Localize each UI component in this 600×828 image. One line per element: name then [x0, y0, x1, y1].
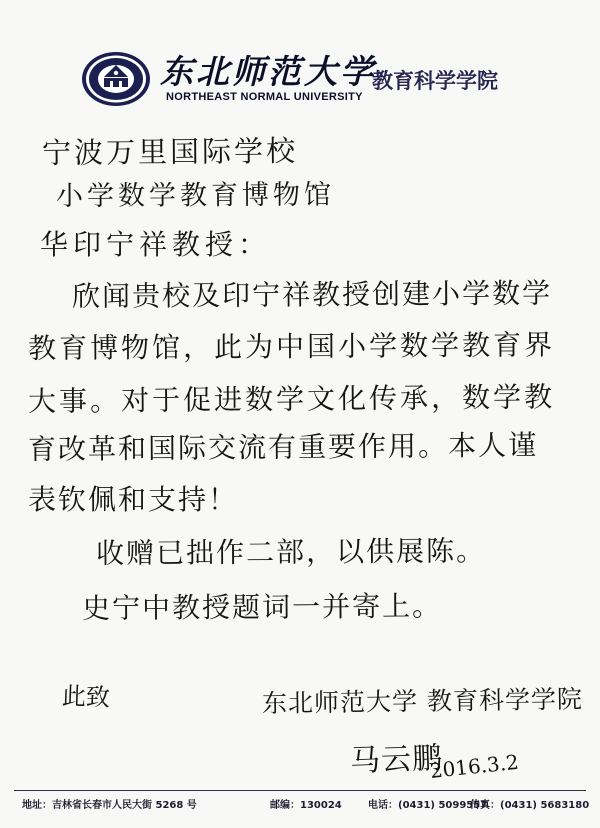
recipient-line-2: 小学数学教育博物馆: [55, 179, 336, 212]
recipient-line-1: 宁波万里国际学校: [41, 133, 299, 170]
salutation: 华印宁祥教授：: [40, 228, 272, 261]
body-line-6: 收赠已拙作二部，以供展陈。: [95, 534, 487, 570]
body-line-4: 育改革和国际交流有重要作用。本人谨: [27, 428, 539, 466]
university-name-cn: 东北师范大学: [160, 52, 376, 91]
body-line-5: 表钦佩和支持！: [28, 483, 239, 516]
signature-org: 东北师范大学 教育科学学院: [261, 684, 584, 718]
university-seal-icon: [80, 50, 152, 108]
footer-postcode: 邮编：130024: [270, 800, 342, 811]
footer: [0, 794, 600, 812]
letterhead: [0, 0, 600, 118]
body-line-7: 史宁中教授题词一并寄上。: [81, 589, 443, 625]
university-name-en: NORTHEAST NORMAL UNIVERSITY: [166, 91, 363, 103]
signature-name: 马云鹏: [349, 740, 444, 779]
body-line-2: 教育博物馆，此为中国小学数学教育界: [27, 328, 556, 365]
footer-phone: 电话：(0431) 5099557: [368, 800, 488, 811]
footer-divider: [14, 790, 586, 791]
footer-address: 地址：吉林省长春市人民大街 5268 号: [22, 800, 197, 811]
school-name: 教育科学学院: [372, 69, 498, 93]
letter-date: 2016.3.2: [428, 749, 520, 783]
body-line-3: 大事。对于促进数学文化传承，数学教: [27, 380, 556, 418]
body-line-1: 欣闻贵校及印宁祥教授创建小学数学: [71, 276, 553, 313]
closing: 此致: [61, 682, 111, 712]
footer-fax: 传真：(0431) 5683180: [470, 800, 590, 811]
